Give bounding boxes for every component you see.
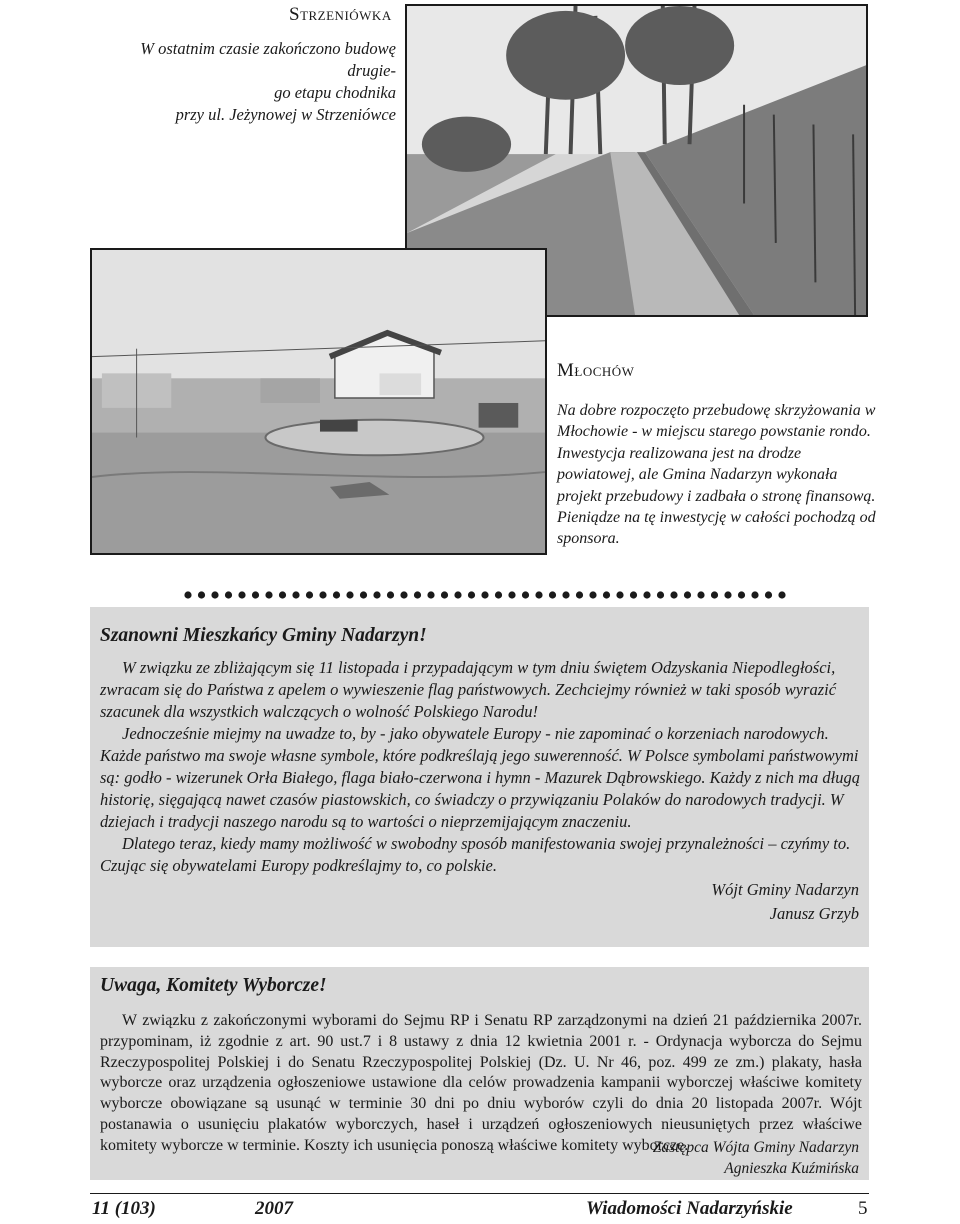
mlochow-article (557, 400, 877, 550)
mlochow-paragraph: Na dobre rozpoczęto przebudowę skrzyżowania w Młochowie - w miejscu starego powstanie rondo. (557, 402, 876, 441)
strzeniowka-caption (96, 38, 396, 126)
dotted-divider (183, 589, 793, 601)
divider-dot (724, 591, 731, 598)
divider-dot (535, 591, 542, 598)
divider-dot (211, 591, 218, 598)
divider-dot (373, 591, 380, 598)
divider-dot (549, 591, 556, 598)
divider-dot (306, 591, 313, 598)
footer-rule (90, 1193, 869, 1194)
residents-notice-paragraph: Dlatego teraz, kiedy mamy możliwość w swobodny sposób manifestowania swojej przynależności – czyńmy to. Czując się obywatelami Europy podkreślajmy to, co polskie. (100, 834, 851, 875)
committees-notice-heading: Uwaga, Komitety Wyborcze! (100, 975, 327, 996)
divider-dot (562, 591, 569, 598)
divider-dot (346, 591, 353, 598)
divider-dot (184, 591, 191, 598)
divider-dot (387, 591, 394, 598)
divider-dot (778, 591, 785, 598)
divider-dot (616, 591, 623, 598)
residents-notice-body (100, 657, 862, 877)
divider-dot (468, 591, 475, 598)
residents-notice-box (90, 607, 869, 947)
divider-dot (589, 591, 596, 598)
divider-dot (333, 591, 340, 598)
footer-journal-title: Wiadomości Nadarzyńskie (586, 1198, 793, 1219)
strzeniowka-heading: Strzeniówka (289, 4, 392, 25)
divider-dot (454, 591, 461, 598)
strzeniowka-caption-line: go etapu chodnika (274, 83, 396, 102)
committees-notice-box (90, 967, 869, 1180)
divider-dot (400, 591, 407, 598)
roundabout-construction-photo (90, 248, 547, 555)
committees-signature-title: Zastępca Wójta Gminy Nadarzyn (652, 1139, 859, 1156)
divider-dot (522, 591, 529, 598)
divider-dot (711, 591, 718, 598)
divider-dot (603, 591, 610, 598)
divider-dot (697, 591, 704, 598)
divider-dot (657, 591, 664, 598)
committees-notice-paragraph: W związku z zakończonymi wyborami do Sejmu RP i Senatu RP zarządzonymi na dzień 21 października 2007r. przypominam, iż zgodnie z art. 90 ust.7 i 8 ustawy z dnia 12 kwietnia 2001 r. - Ordynacja wyborcza do Sejmu Rzeczypospolitej Polskiej i do Senatu Rzeczypospolitej Polskiej (Dz. U. Nr 46, poz. 499 ze zm.) plakaty, hasła wyborcze oraz urządzenia ogłoszeniowe ustawione dla celów prowadzenia kampanii wyborczej właściwe komitety wyborcze obowiązane są usunąć w terminie 30 dni po dniu wyborów czyli do dnia 20 listopada 2007r. Wójt postanawia o usunięciu plakatów wyborczych, haseł i urządzeń ogłoszeniowych nieusuniętych przez właściwe komitety wyborcze w terminie. Koszty ich usunięcia ponoszą właściwe komitety wyborcze. (100, 1012, 862, 1154)
divider-dot (414, 591, 421, 598)
divider-dot (319, 591, 326, 598)
divider-dot (576, 591, 583, 598)
divider-dot (481, 591, 488, 598)
strzeniowka-caption-line: przy ul. Jeżynowej w Strzeniówce (175, 105, 396, 124)
committees-notice-body (100, 1011, 862, 1157)
strzeniowka-caption-line: W ostatnim czasie zakończono budowę drugie- (140, 39, 396, 80)
divider-dot (738, 591, 745, 598)
residents-notice-paragraph: Jednocześnie miejmy na uwadze to, by - jako obywatele Europy - nie zapominać o korzeniach narodowych. Każde państwo ma swoje własne symbole, które podkreślają jego suwerenność. W Polsce symbolami państwowymi są: godło - wizerunek Orła Białego, flaga biało-czerwona i hymn - Mazurek Dąbrowskiego. Każdy z nich ma długą historię, sięgającą nawet czasów piastowskich, co świadczy o przywiązaniu Polaków do narodowych tradycji. W dziejach i tradycji naszego narodu są to wartości o nieprzemijającym znaczeniu. (100, 724, 860, 831)
committees-signature-name: Agnieszka Kuźmińska (724, 1160, 859, 1177)
mlochow-heading: Młochów (557, 360, 635, 381)
divider-dot (279, 591, 286, 598)
footer-issue-number: 11 (103) (92, 1198, 156, 1219)
divider-dot (670, 591, 677, 598)
divider-dot (643, 591, 650, 598)
divider-dot (360, 591, 367, 598)
divider-dot (630, 591, 637, 598)
residents-notice-heading: Szanowni Mieszkańcy Gminy Nadarzyn! (100, 625, 427, 646)
divider-dot (441, 591, 448, 598)
mlochow-paragraph: Pieniądze na tę inwestycję w całości pochodzą od sponsora. (557, 509, 876, 548)
residents-notice-paragraph: W związku ze zbliżającym się 11 listopada i przypadającym w tym dniu świętem Odzyskania Niepodległości, zwracam się do Państwa z apelem o wywieszenie flag państwowych. Zechciejmy również w taki sposób wyrazić szacunek dla wszystkich walczących o wolność Polskiego Narodu! (100, 658, 837, 721)
footer-year: 2007 (255, 1198, 293, 1219)
divider-dot (684, 591, 691, 598)
divider-dot (751, 591, 758, 598)
divider-dot (508, 591, 515, 598)
mlochow-paragraph: Inwestycja realizowana jest na drodze powiatowej, ale Gmina Nadarzyn wykonała projekt przebudowy i zadbała o stronę finansową. (557, 444, 876, 505)
divider-dot (225, 591, 232, 598)
divider-dot (765, 591, 772, 598)
residents-signature-name: Janusz Grzyb (769, 904, 859, 923)
divider-dot (198, 591, 205, 598)
residents-signature-title: Wójt Gminy Nadarzyn (711, 880, 859, 899)
divider-dot (292, 591, 299, 598)
divider-dot (252, 591, 259, 598)
footer-page-number: 5 (858, 1198, 868, 1219)
divider-dot (427, 591, 434, 598)
divider-dot (265, 591, 272, 598)
divider-dot (238, 591, 245, 598)
divider-dot (495, 591, 502, 598)
